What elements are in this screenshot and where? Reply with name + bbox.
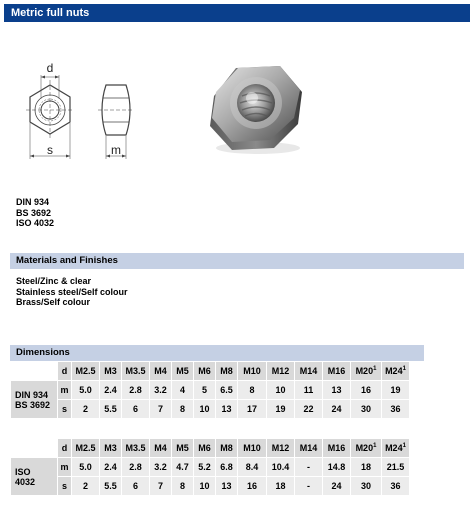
size-label: M20 <box>355 443 374 453</box>
dimension-label-s: s <box>47 143 53 157</box>
materials-section-header: Materials and Finishes <box>10 253 464 269</box>
column-header-size <box>382 362 409 380</box>
materials-list <box>16 276 128 308</box>
table-cell: 2.4 <box>100 458 121 476</box>
footnote-marker: 1 <box>373 366 377 372</box>
column-header-size <box>122 362 149 380</box>
size-label: M2.5 <box>75 443 96 453</box>
size-label: M6 <box>198 366 211 376</box>
standard-item: ISO 4032 <box>16 218 55 228</box>
column-header-d: d <box>58 439 71 457</box>
column-header-size <box>267 362 294 380</box>
table-cell: 8.4 <box>238 458 266 476</box>
table-cell: 4.7 <box>172 458 193 476</box>
table-cell: 6 <box>122 477 149 495</box>
table-cell: 6.5 <box>216 381 237 399</box>
table-cell: 13 <box>216 477 237 495</box>
table-cell: 22 <box>295 400 322 418</box>
column-header-size <box>382 439 409 457</box>
size-label: M8 <box>220 366 233 376</box>
size-label: M24 <box>385 443 403 453</box>
column-header-size <box>150 439 171 457</box>
size-label: M4 <box>154 366 167 376</box>
column-header-size <box>295 439 322 457</box>
dimensions-table-iso4032 <box>10 438 410 496</box>
column-header-size <box>100 439 121 457</box>
nut-technical-drawing <box>12 55 162 170</box>
column-header-size <box>172 439 193 457</box>
standard-item: DIN 934 <box>16 197 50 207</box>
table-row <box>11 477 409 495</box>
table-cell: 6 <box>122 400 149 418</box>
table-row <box>11 458 409 476</box>
column-header-size <box>122 439 149 457</box>
row-key-s: s <box>58 477 71 495</box>
table-cell: 2 <box>72 477 99 495</box>
column-header-size <box>238 439 266 457</box>
row-key-m: m <box>58 458 71 476</box>
table-cell: 3.2 <box>150 458 171 476</box>
dimensions-table-din934 <box>10 361 410 419</box>
size-label: M5 <box>176 443 189 453</box>
column-header-size <box>100 362 121 380</box>
table-cell: 10 <box>194 477 215 495</box>
table-cell: 30 <box>351 400 381 418</box>
table-cell: 18 <box>267 477 294 495</box>
table-cell: 7 <box>150 400 171 418</box>
material-item: Steel/Zinc & clear <box>16 276 92 286</box>
column-header-size <box>150 362 171 380</box>
size-label: M10 <box>243 443 261 453</box>
table-cell: 18 <box>351 458 381 476</box>
column-header-size <box>194 439 215 457</box>
table-cell: 3.2 <box>150 381 171 399</box>
standard-label-line: ISO <box>15 466 31 477</box>
size-label: M10 <box>243 366 261 376</box>
row-key-s: s <box>58 400 71 418</box>
table-cell: 21.5 <box>382 458 409 476</box>
column-header-size <box>72 439 99 457</box>
table-cell: 24 <box>323 400 350 418</box>
standard-label-line: 4032 <box>15 476 36 487</box>
column-header-size <box>323 362 350 380</box>
size-label: M20 <box>355 366 374 376</box>
footnote-marker: 1 <box>402 366 406 372</box>
table-cell: 13 <box>216 400 237 418</box>
table-header-row <box>11 439 409 457</box>
size-label: M16 <box>327 443 346 453</box>
column-header-size <box>295 362 322 380</box>
size-label: M3.5 <box>125 443 146 453</box>
table-cell: 19 <box>382 381 409 399</box>
table-corner <box>11 362 57 380</box>
table-cell: 11 <box>295 381 322 399</box>
size-label: M14 <box>299 443 318 453</box>
column-header-d: d <box>58 362 71 380</box>
size-label: M5 <box>176 366 189 376</box>
row-key-m: m <box>58 381 71 399</box>
table-cell: 5 <box>194 381 215 399</box>
size-label: M12 <box>271 443 290 453</box>
size-label: M8 <box>220 443 233 453</box>
size-label: M6 <box>198 443 211 453</box>
table-cell: 5.0 <box>72 381 99 399</box>
table-corner <box>11 439 57 457</box>
table-cell: 6.8 <box>216 458 237 476</box>
table-cell: 5.5 <box>100 400 121 418</box>
table-cell: 24 <box>323 477 350 495</box>
column-header-size <box>216 362 237 380</box>
size-label: M12 <box>271 366 290 376</box>
dimensions-section-header: Dimensions <box>10 345 424 361</box>
table-cell: 36 <box>382 477 409 495</box>
table-cell: 5.5 <box>100 477 121 495</box>
table-cell: 36 <box>382 400 409 418</box>
material-item: Stainless steel/Self colour <box>16 286 128 297</box>
table-cell: - <box>295 458 322 476</box>
column-header-size <box>238 362 266 380</box>
table-row <box>11 381 409 399</box>
size-label: M24 <box>385 366 403 376</box>
table-cell: 8 <box>172 400 193 418</box>
size-label: M3 <box>104 366 117 376</box>
standards-list <box>16 197 54 229</box>
standard-label-line: DIN 934 <box>15 389 49 400</box>
size-label: M2.5 <box>75 366 96 376</box>
table-cell: 30 <box>351 477 381 495</box>
table-cell: 7 <box>150 477 171 495</box>
size-label: M3.5 <box>125 366 146 376</box>
dimension-label-d: d <box>46 61 54 75</box>
standard-label-cell <box>11 458 57 495</box>
column-header-size <box>194 362 215 380</box>
standard-item: BS 3692 <box>16 207 52 218</box>
table-cell: 8 <box>238 381 266 399</box>
table-cell: 10.4 <box>267 458 294 476</box>
table-cell: 2.8 <box>122 381 149 399</box>
size-label: M14 <box>299 366 318 376</box>
size-label: M16 <box>327 366 346 376</box>
table-cell: 5.2 <box>194 458 215 476</box>
table-cell: 8 <box>172 477 193 495</box>
table-cell: 4 <box>172 381 193 399</box>
footnote-marker: 1 <box>373 443 377 449</box>
material-item: Brass/Self colour <box>16 297 91 307</box>
column-header-size <box>267 439 294 457</box>
column-header-size <box>351 439 381 457</box>
table-cell: 14.8 <box>323 458 350 476</box>
table-cell: 10 <box>194 400 215 418</box>
table-cell: 10 <box>267 381 294 399</box>
table-cell: 19 <box>267 400 294 418</box>
table-cell: 2.4 <box>100 381 121 399</box>
table-cell: 5.0 <box>72 458 99 476</box>
table-cell: 16 <box>238 477 266 495</box>
standard-label-cell <box>11 381 57 418</box>
table-cell: 16 <box>351 381 381 399</box>
page-title: Metric full nuts <box>4 4 470 22</box>
size-label: M3 <box>104 443 117 453</box>
standard-label-line: BS 3692 <box>15 399 51 410</box>
column-header-size <box>72 362 99 380</box>
column-header-size <box>216 439 237 457</box>
column-header-size <box>172 362 193 380</box>
footnote-marker: 1 <box>402 443 406 449</box>
table-cell: 2 <box>72 400 99 418</box>
table-cell: 17 <box>238 400 266 418</box>
dimension-label-m: m <box>111 143 121 157</box>
hex-nut-image <box>200 56 310 156</box>
table-header-row <box>11 362 409 380</box>
table-cell: 2.8 <box>122 458 149 476</box>
table-cell: - <box>295 477 322 495</box>
table-cell: 13 <box>323 381 350 399</box>
size-label: M4 <box>154 443 167 453</box>
column-header-size <box>323 439 350 457</box>
table-row <box>11 400 409 418</box>
column-header-size <box>351 362 381 380</box>
